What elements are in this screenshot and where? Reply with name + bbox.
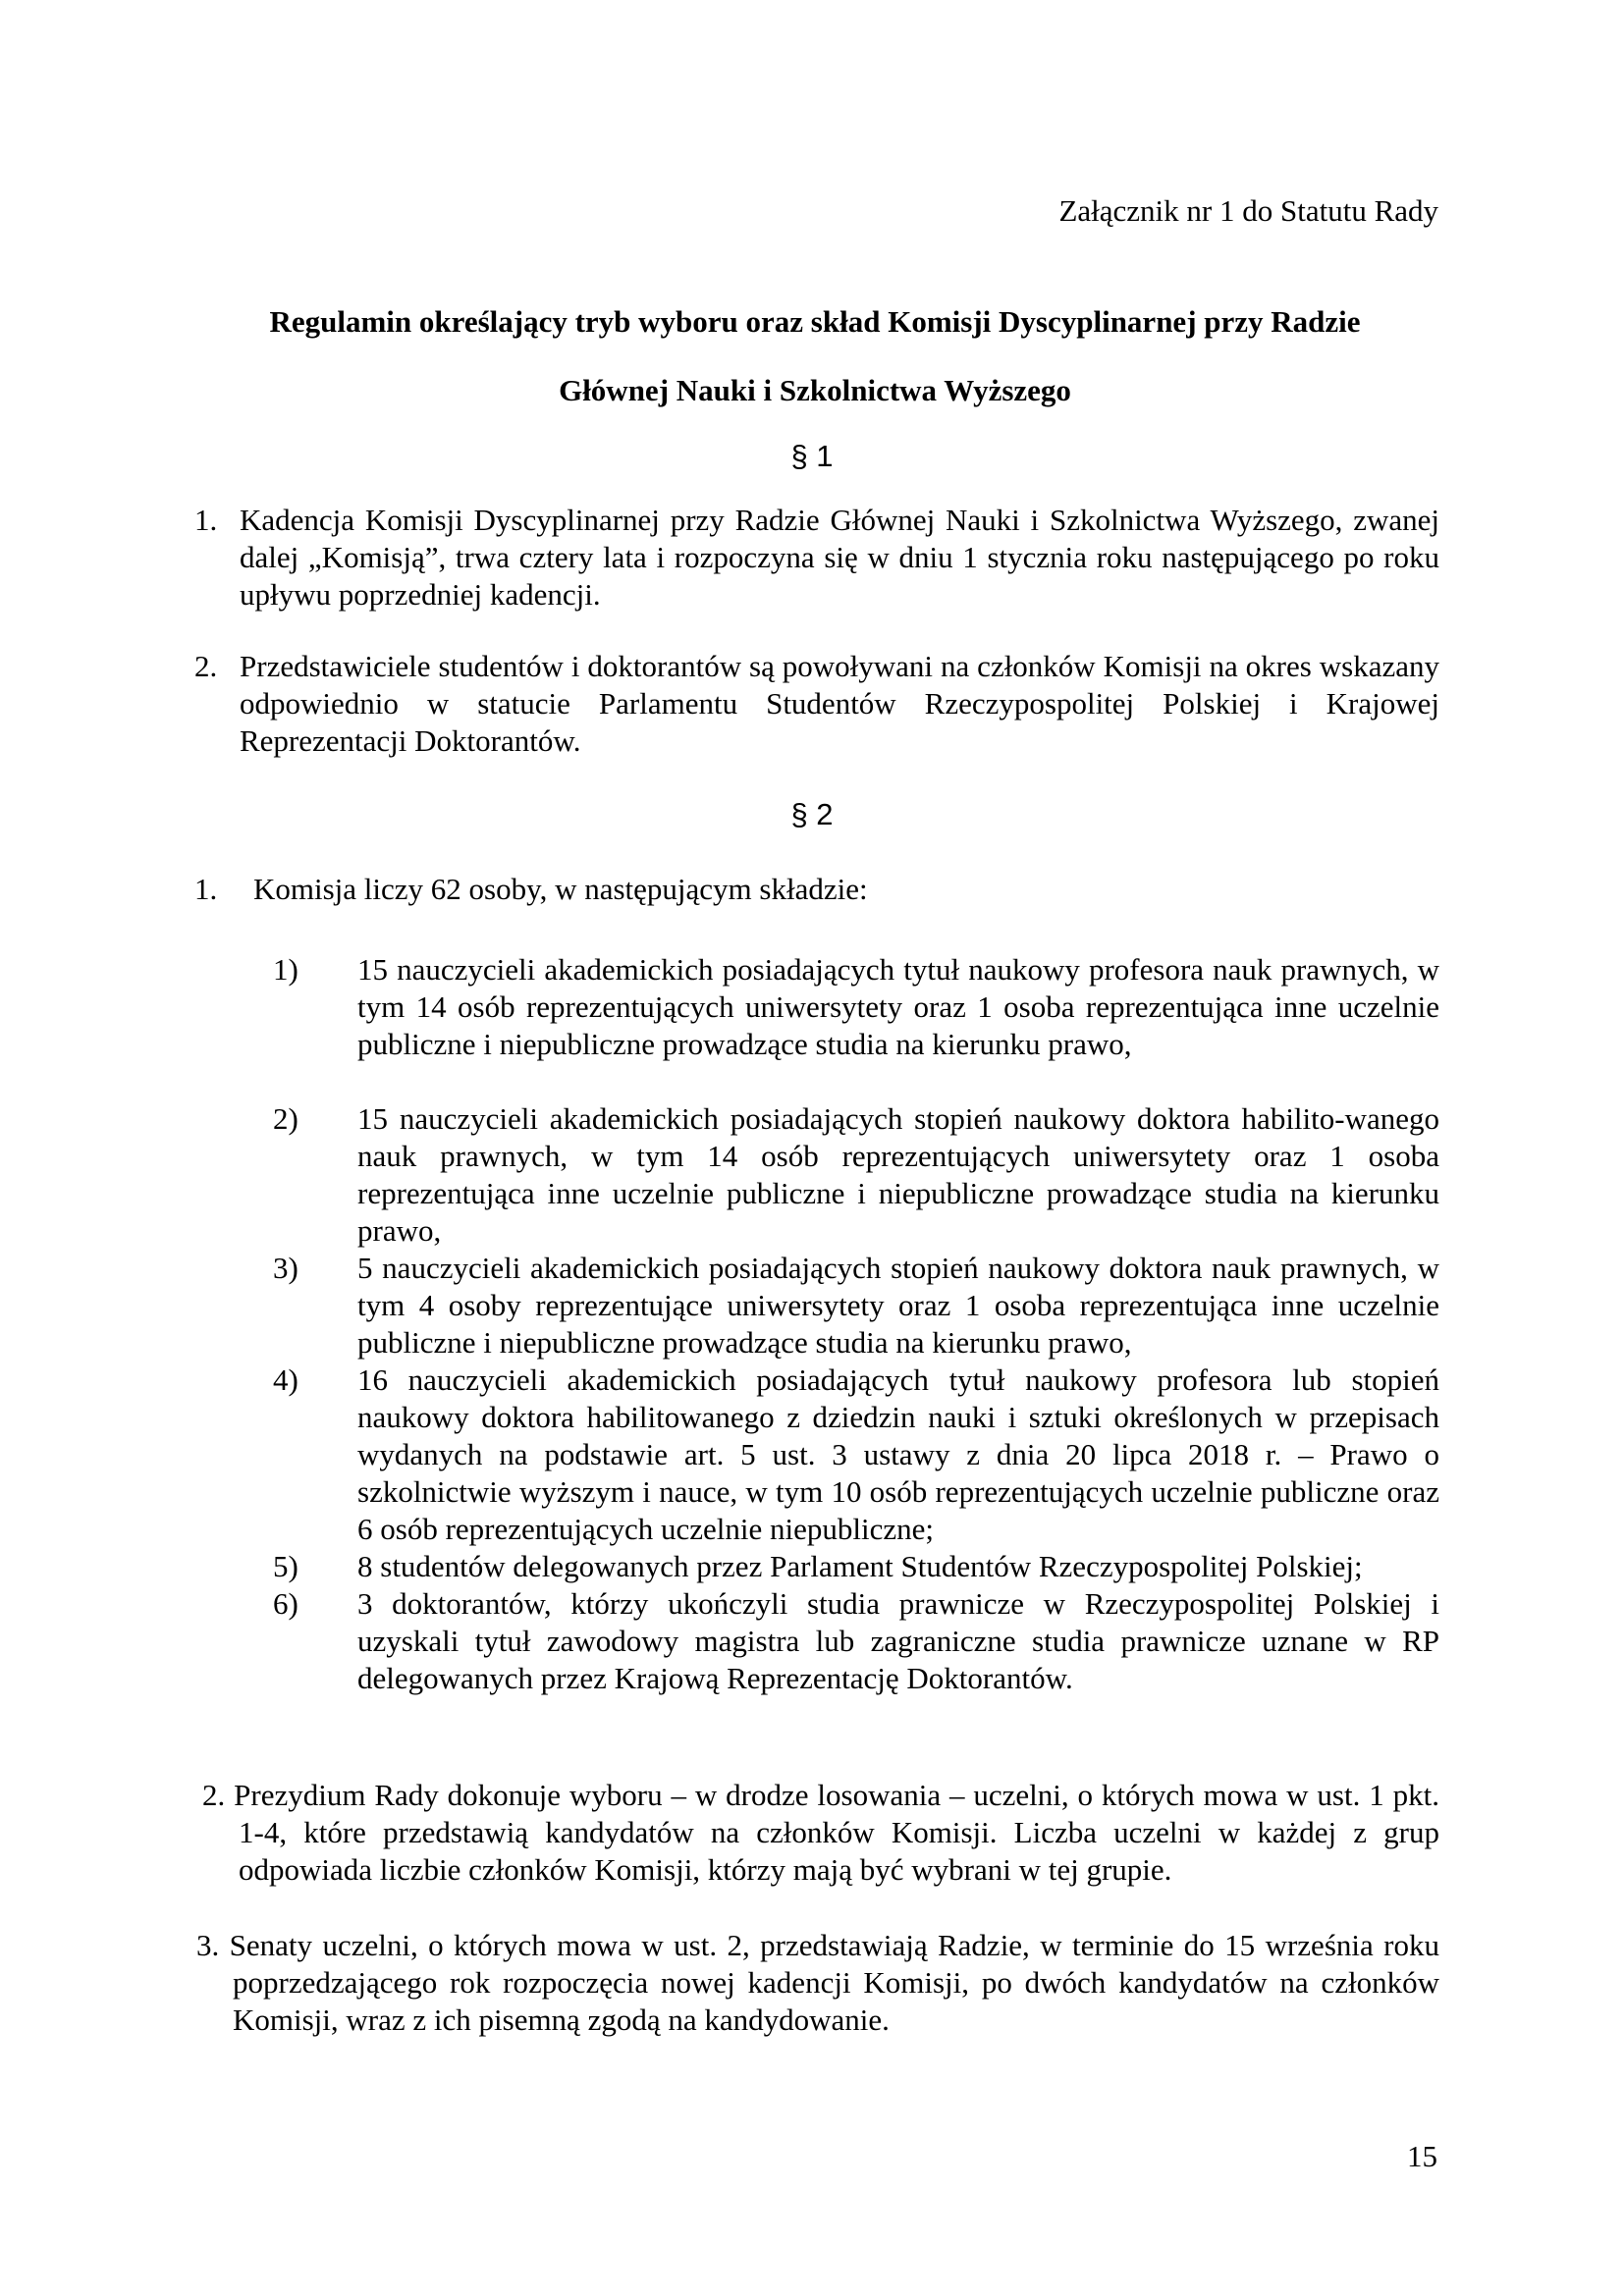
section-1-paragraph-2 [194,648,1439,760]
item-text: 16 nauczycieli akademickich posiadających tytuł naukowy profesora lub stopień naukowy doktora habilitowanego z dziedzin nauki i sztuki określonych w przepisach wydanych na podstawie art. 5 ust. 3 ustawy z dnia 20 lipca 2018 r. – Prawo o szkolnictwie wyższym i nauce, w tym 10 osób reprezentujących uczelnie publiczne oraz 6 osób reprezentujących uczelnie niepubliczne; [357,1362,1439,1546]
section-2-heading: § 2 [790,797,834,831]
composition-item-3 [273,1250,1439,1362]
title-line-1: Regulamin określający tryb wyboru oraz skład Komisji Dyscyplinarnej przy Radzie [269,304,1361,339]
item-text: 3 doktorantów, którzy ukończyli studia prawnicze w Rzeczypospolitej Polskiej i uzyskali tytuł zawodowy magistra lub zagraniczne studia prawnicze uznane w RP delegowanych przez Krajową Reprezentację Doktorantów. [357,1586,1439,1695]
section-2-paragraph-2 [202,1777,1439,1889]
item-number: 2) [273,1101,298,1136]
composition-item-6 [273,1585,1439,1697]
item-text: 8 studentów delegowanych przez Parlament Studentów Rzeczypospolitej Polskiej; [357,1549,1363,1583]
item-text: 15 nauczycieli akademickich posiadających tytuł naukowy profesora nauk prawnych, w tym 14 osób reprezentujących uniwersytety oraz 1 osoba reprezentująca inne uczelnie publiczne i niepubliczne prowadzące studia na kierunku prawo, [357,952,1439,1061]
section-1-paragraph-1 [194,502,1439,614]
section-2-paragraph-1 [194,871,1439,908]
paragraph-text: 3. Senaty uczelni, o których mowa w ust. 2, przedstawiają Radzie, w terminie do 15 września roku poprzedzającego rok rozpoczęcia nowej kadencji Komisji, po dwóch kandydatów na członków Komisji, wraz z ich pisemną zgodą na kandydowanie. [196,1928,1439,2037]
paragraph-number: 2. [194,649,218,683]
title-line-2: Głównej Nauki i Szkolnictwa Wyższego [559,373,1071,407]
item-number: 1) [273,952,298,987]
page-number: 15 [1407,2139,1437,2173]
item-number: 5) [273,1549,298,1583]
document-title [187,288,1443,425]
composition-item-1 [273,951,1439,1063]
item-text: 5 nauczycieli akademickich posiadających stopień naukowy doktora nauk prawnych, w tym 4 osoby reprezentujące uniwersytety oraz 1 osoba reprezentująca inne uczelnie publiczne i niepubliczne prowadzące studia na kierunku prawo, [357,1251,1439,1360]
paragraph-number: 1. [194,872,218,906]
paragraph-text: 2. Prezydium Rady dokonuje wyboru – w drodze losowania – uczelni, o których mowa w ust. 1 pkt. 1-4, które przedstawią kandydatów na członków Komisji. Liczba uczelni w każdej z grup odpowiada liczbie członków Komisji, którzy mają być wybrani w tej grupie. [202,1778,1439,1887]
section-1-heading: § 1 [790,439,834,473]
paragraph-text: Komisja liczy 62 osoby, w następującym składzie: [253,872,868,906]
item-number: 3) [273,1251,298,1285]
section-2-paragraph-3 [196,1927,1439,2039]
annex-label: Załącznik nr 1 do Statutu Rady [1058,193,1438,228]
item-number: 4) [273,1362,298,1397]
item-number: 6) [273,1586,298,1621]
composition-item-5 [273,1548,1439,1585]
paragraph-text: Kadencja Komisji Dyscyplinarnej przy Radzie Głównej Nauki i Szkolnictwa Wyższego, zwanej dalej „Komisją”, trwa cztery lata i rozpoczyna się w dniu 1 stycznia roku następującego po roku upływu poprzedniej kadencji. [240,503,1439,612]
composition-item-4 [273,1362,1439,1548]
paragraph-number: 1. [194,503,218,537]
item-text: 15 nauczycieli akademickich posiadających stopień naukowy doktora habilito-wanego nauk prawnych, w tym 14 osób reprezentujących uniwersytety oraz 1 osoba reprezentująca inne uczelnie publiczne i niepubliczne prowadzące studia na kierunku prawo, [357,1101,1439,1248]
composition-item-2 [273,1100,1439,1250]
paragraph-text: Przedstawiciele studentów i doktorantów są powoływani na członków Komisji na okres wskazany odpowiednio w statucie Parlamentu Studentów Rzeczypospolitej Polskiej i Krajowej Reprezentacji Doktorantów. [240,649,1439,758]
